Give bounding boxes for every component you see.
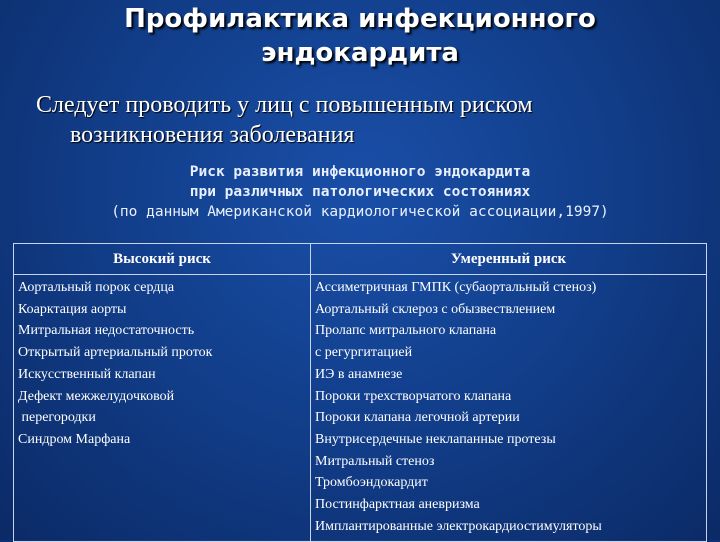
- list-item: ИЭ в анамнезе: [315, 366, 403, 382]
- caption-line-3: (по данным Американской кардиологической ассоциации,1997): [111, 204, 609, 220]
- list-item: Дефект межжелудочковой: [18, 388, 175, 404]
- list-item: Митральная недостаточность: [18, 323, 195, 339]
- subtitle-line-2: возникновения заболевания: [70, 122, 355, 148]
- table-row: [14, 275, 707, 542]
- list-item: Пороки клапана легочной артерии: [315, 410, 520, 426]
- table-caption: [20, 162, 700, 222]
- subtitle-line-1: Следует проводить у лиц с повышенным риском: [36, 92, 533, 118]
- list-item: Митральный стеноз: [315, 453, 435, 469]
- list-item: Постинфарктная аневризма: [315, 497, 480, 513]
- table-header-row: [14, 244, 707, 275]
- list-item: Имплантированные электрокардиостимуляторы: [315, 518, 602, 534]
- list-item: Ассиметричная ГМПК (субаортальный стеноз): [315, 280, 597, 295]
- list-item: Открытый артериальный проток: [18, 345, 213, 361]
- list-item: Искусственный клапан: [18, 366, 156, 382]
- slide-title: [60, 2, 660, 70]
- risk-table: [13, 243, 707, 542]
- slide-subtitle: [36, 90, 676, 150]
- list-item: Аортальный порок сердца: [18, 280, 175, 295]
- high-risk-cell: [14, 275, 311, 542]
- list-item: Аортальный склероз с обызвествлением: [315, 301, 556, 317]
- list-item: Внутрисердечные неклапанные протезы: [315, 431, 556, 447]
- list-item: перегородки: [18, 410, 96, 426]
- header-high-risk: Высокий риск: [14, 244, 311, 275]
- list-item: Тромбоэндокардит: [315, 475, 428, 491]
- title-line-1: Профилактика инфекционного: [124, 4, 596, 34]
- list-item: Пролапс митрального клапана: [315, 323, 497, 339]
- list-item: с регургитацией: [315, 345, 413, 361]
- moderate-risk-cell: [311, 275, 707, 542]
- caption-line-1: Риск развития инфекционного эндокардита: [189, 164, 531, 180]
- title-line-2: эндокардита: [261, 38, 459, 68]
- list-item: Синдром Марфана: [18, 431, 131, 447]
- list-item: Пороки трехстворчатого клапана: [315, 388, 512, 404]
- list-item: Коарктация аорты: [18, 301, 127, 317]
- caption-line-2: при различных патологических состояниях: [189, 184, 531, 200]
- header-moderate-risk: Умеренный риск: [311, 244, 707, 275]
